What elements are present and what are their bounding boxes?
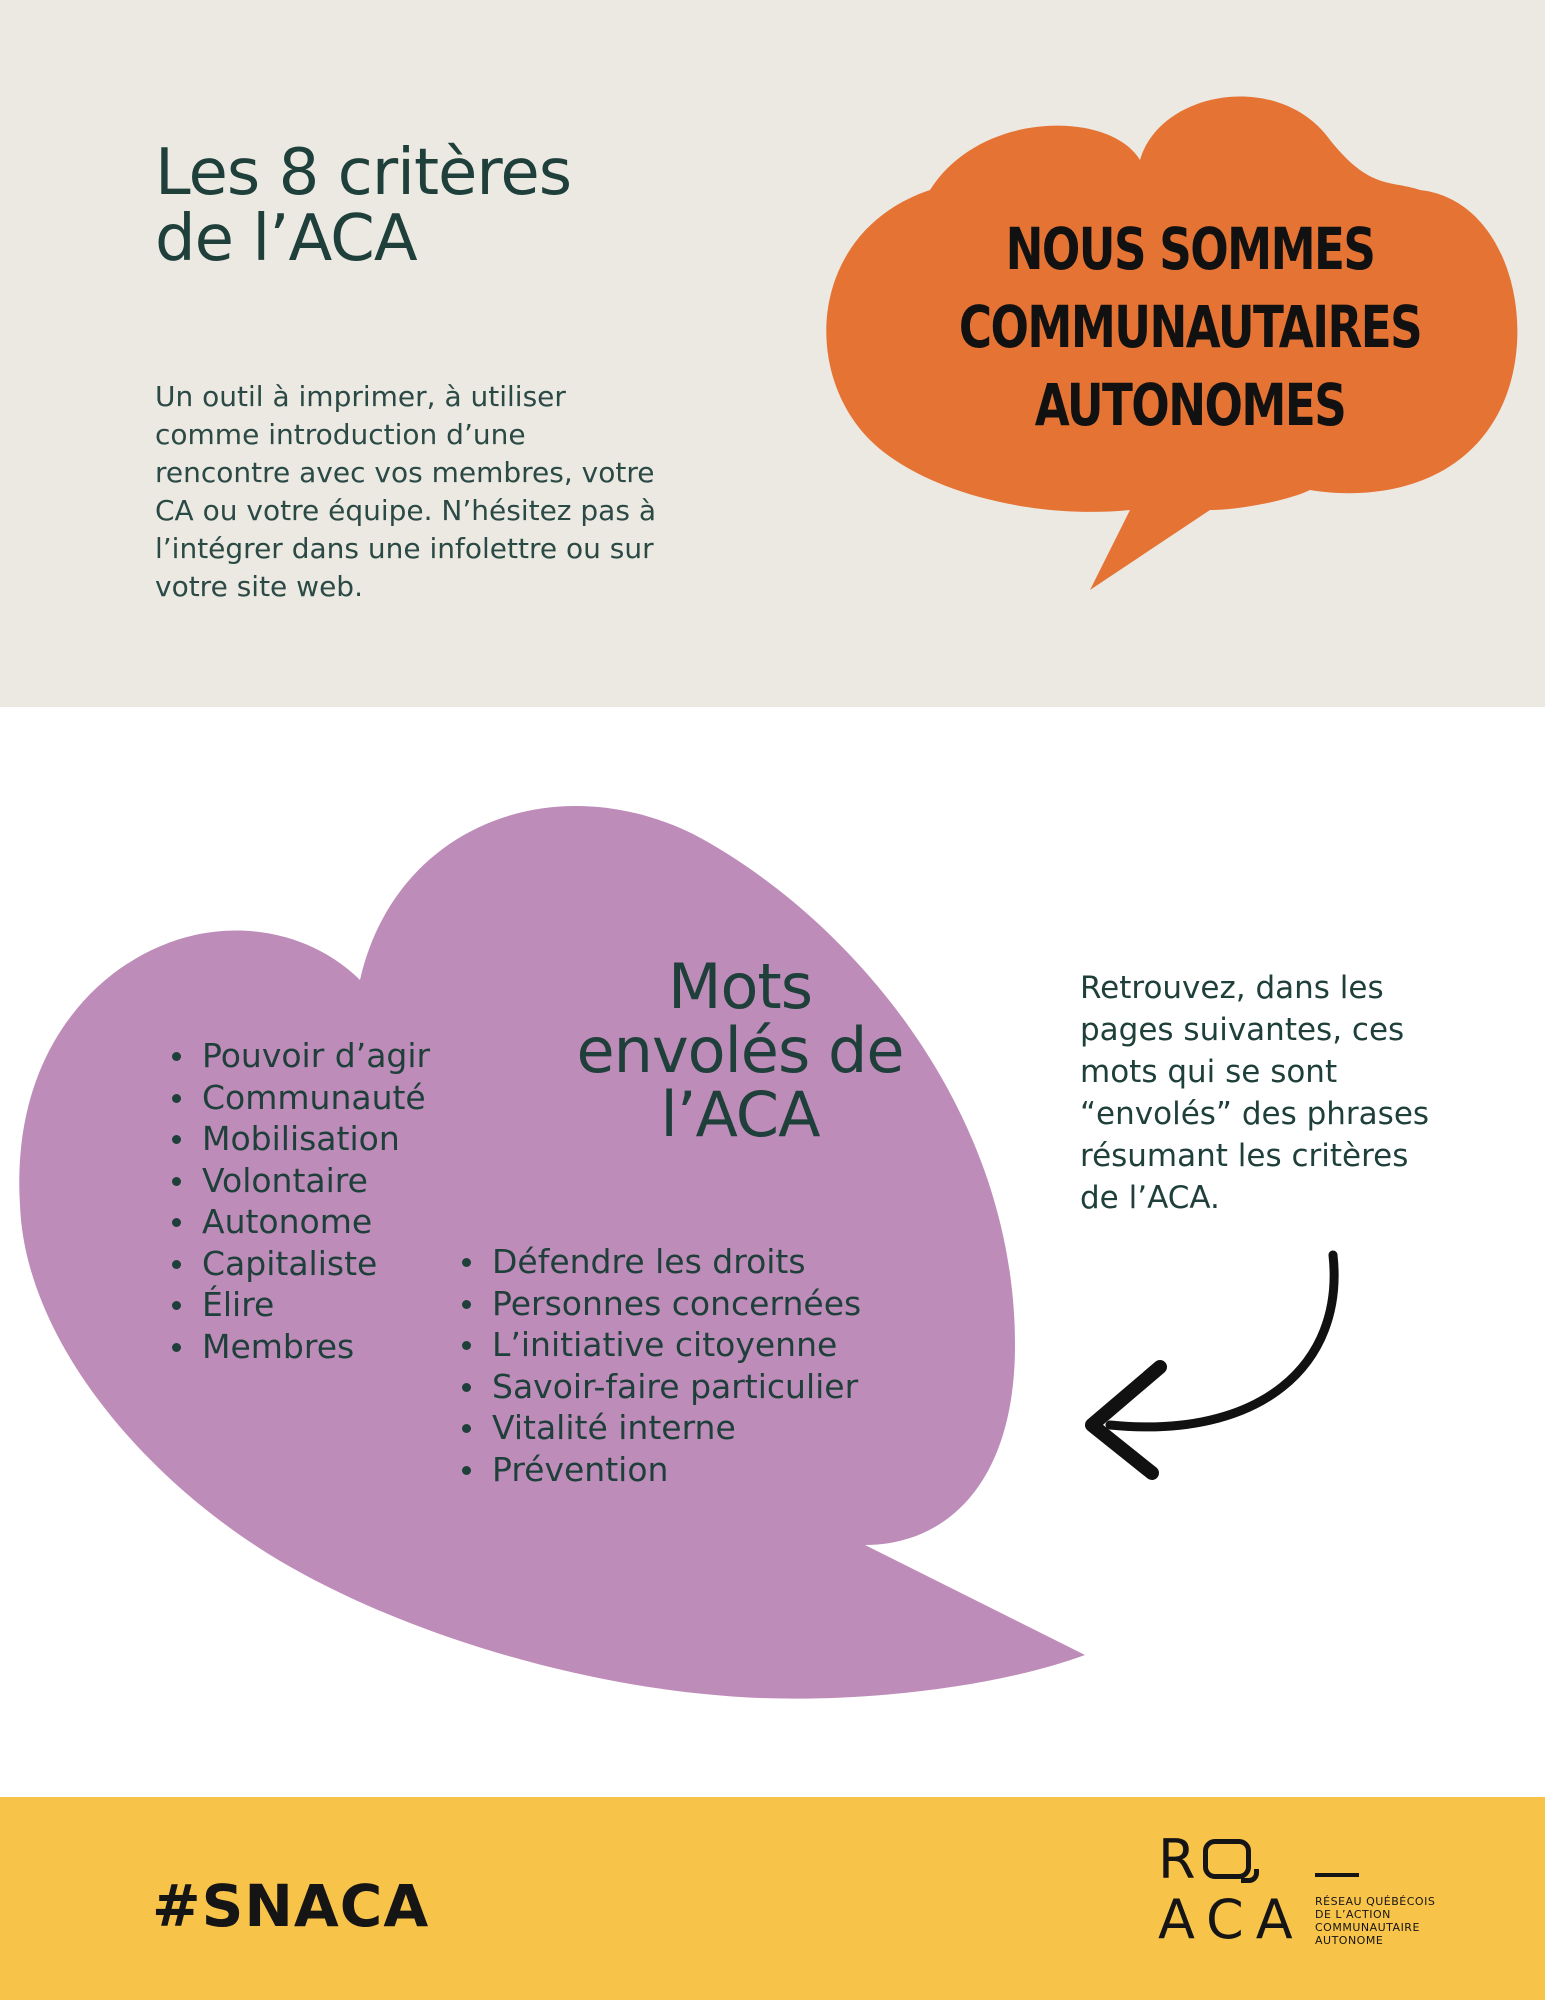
list-item: Pouvoir d’agir	[164, 1035, 430, 1077]
intro-line: rencontre avec vos membres, votre	[155, 456, 655, 489]
list-item: Mobilisation	[164, 1118, 430, 1160]
list-item: Élire	[164, 1284, 430, 1326]
intro-line: Un outil à imprimer, à utiliser	[155, 380, 566, 413]
logo-letters-aca: ACA	[1158, 1888, 1305, 1951]
list-item: L’initiative citoyenne	[454, 1324, 861, 1366]
list-item: Communauté	[164, 1077, 430, 1119]
list-item: Autonome	[164, 1201, 430, 1243]
intro-line: comme introduction d’une	[155, 418, 526, 451]
title-line: de l’ACA	[155, 202, 417, 276]
curved-arrow-icon	[1060, 1245, 1360, 1495]
logo-subtitle	[1315, 1895, 1435, 1947]
title-line: Les 8 critères	[155, 136, 572, 210]
cloud-line: NOUS SOMMES	[1005, 215, 1375, 283]
intro-line: votre site web.	[155, 570, 363, 603]
list-item: Vitalité interne	[454, 1407, 861, 1449]
logo-dash	[1315, 1873, 1359, 1877]
aside-line: mots qui se sont	[1080, 1054, 1338, 1090]
logo-sub-line: AUTONOME	[1315, 1934, 1384, 1947]
intro-line: CA ou votre équipe. N’hésitez pas à	[155, 494, 656, 527]
aside-line: “envolés” des phrases	[1080, 1096, 1430, 1132]
list-item: Personnes concernées	[454, 1283, 861, 1325]
cloud-line: AUTONOMES	[1034, 371, 1346, 439]
rq-aca-logo	[1155, 1828, 1455, 1953]
intro-line: l’intégrer dans une infolettre ou sur	[155, 532, 654, 565]
aside-line: pages suivantes, ces	[1080, 1012, 1405, 1048]
logo-sub-line: DE L’ACTION	[1315, 1908, 1391, 1921]
heart-title-line: Mots	[667, 950, 813, 1023]
logo-letter-r: R	[1158, 1828, 1196, 1891]
list-item: Prévention	[454, 1449, 861, 1491]
word-list-right	[454, 1241, 861, 1490]
speech-cloud-text	[948, 210, 1432, 444]
cloud-line: COMMUNAUTAIRES	[958, 293, 1422, 361]
logo-bubble-tail	[1241, 1869, 1259, 1883]
aside-line: résumant les critères	[1080, 1138, 1409, 1174]
word-list-left	[164, 1035, 430, 1367]
aside-line: de l’ACA.	[1080, 1180, 1220, 1216]
aside-line: Retrouvez, dans les	[1080, 970, 1384, 1006]
hashtag: #SNACA	[152, 1872, 430, 1940]
list-item: Membres	[164, 1326, 430, 1368]
logo-sub-line: RÉSEAU QUÉBÉCOIS	[1315, 1895, 1436, 1908]
intro-text	[155, 378, 745, 606]
list-item: Savoir-faire particulier	[454, 1366, 861, 1408]
heart-title-line: l’ACA	[660, 1078, 820, 1151]
list-item: Capitaliste	[164, 1243, 430, 1285]
list-item: Défendre les droits	[454, 1241, 861, 1283]
page-title	[155, 136, 572, 276]
aside-note	[1080, 967, 1500, 1219]
list-item: Volontaire	[164, 1160, 430, 1202]
logo-sub-line: COMMUNAUTAIRE	[1315, 1921, 1420, 1934]
heart-title-line: envolés de	[576, 1014, 904, 1087]
heart-title	[520, 950, 960, 1151]
